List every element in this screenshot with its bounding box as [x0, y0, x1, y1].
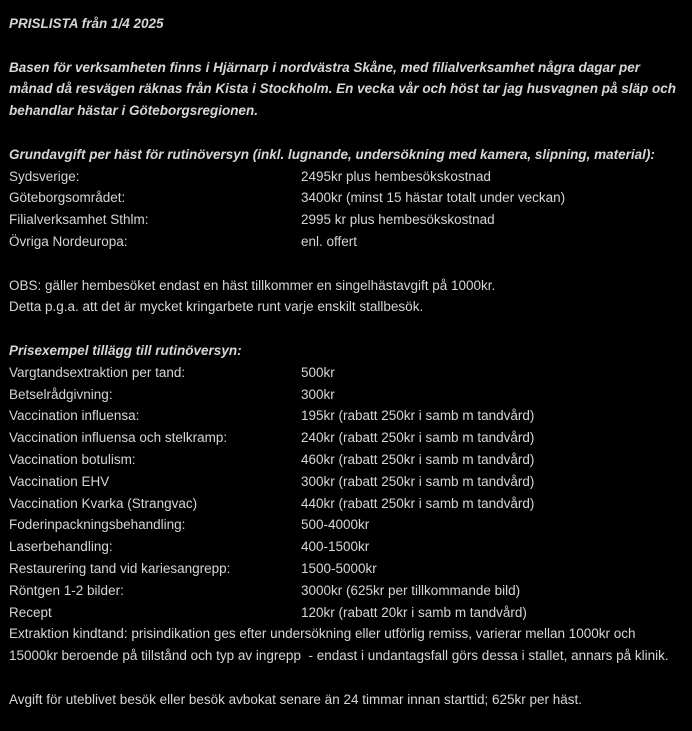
- price-row-value: enl. offert: [301, 233, 358, 249]
- price-row-label: Vargtandsextraktion per tand:: [9, 364, 186, 380]
- price-row-value: 440kr (rabatt 250kr i samb m tandvård): [301, 495, 535, 511]
- grundavgift-price-table: [9, 166, 682, 253]
- price-row-label: Recept: [9, 604, 52, 620]
- price-row-label: Göteborgsområdet:: [9, 190, 126, 206]
- price-row: [9, 558, 682, 580]
- price-row-value: 2495kr plus hembesökskostnad: [301, 168, 491, 184]
- price-row-value: 300kr (rabatt 250kr i samb m tandvård): [301, 473, 535, 489]
- price-row: [9, 493, 682, 515]
- price-row: [9, 471, 682, 493]
- obs-note-line-2: Detta p.g.a. att det är mycket kringarbete runt varje enskilt stallbesök.: [9, 299, 424, 315]
- price-row: [9, 187, 682, 209]
- price-row: [9, 166, 682, 188]
- section-heading-grundavgift: Grundavgift per häst för rutinöversyn (inkl. lugnande, undersökning med kamera, slipning, material):: [9, 146, 655, 162]
- blank-line: [9, 35, 682, 57]
- price-row: [9, 449, 682, 471]
- price-row-label: Vaccination EHV: [9, 473, 110, 489]
- prisexempel-price-table: [9, 362, 682, 624]
- price-row-label: Foderinpackningsbehandling:: [9, 517, 186, 533]
- price-row-value: 400-1500kr: [301, 539, 370, 555]
- price-row: [9, 536, 682, 558]
- price-row-label: Restaurering tand vid kariesangrepp:: [9, 560, 231, 576]
- intro-paragraph: Basen för verksamheten finns i Hjärnarp i nordvästra Skåne, med filialverksamhet några dagar per månad då resvägen räknas från Kista i Stockholm. En vecka vår och höst tar jag husvagnen på släp och behandlar hästar i Göteborgsregionen.: [9, 59, 680, 119]
- obs-note-line-1: OBS: gäller hembesöket endast en häst tillkommer en singelhästavgift på 1000kr.: [9, 277, 496, 293]
- blank-line: [9, 122, 682, 144]
- price-row-label: Vaccination botulism:: [9, 451, 136, 467]
- price-row: [9, 384, 682, 406]
- price-row-value: 300kr: [301, 386, 335, 402]
- price-row-value: 500-4000kr: [301, 517, 370, 533]
- price-row-label: Filialverksamhet Sthlm:: [9, 212, 149, 228]
- price-row-value: 500kr: [301, 364, 335, 380]
- blank-line: [9, 318, 682, 340]
- price-row-label: Sydsverige:: [9, 168, 80, 184]
- blank-line: [9, 667, 682, 689]
- price-row-value: 460kr (rabatt 250kr i samb m tandvård): [301, 451, 535, 467]
- price-row-value: 120kr (rabatt 20kr i samb m tandvård): [301, 604, 527, 620]
- price-row-value: 3000kr (625kr per tillkommande bild): [301, 582, 521, 598]
- price-row-value: 195kr (rabatt 250kr i samb m tandvård): [301, 408, 535, 424]
- price-row-label: Vaccination influensa och stelkramp:: [9, 430, 228, 446]
- price-row-label: Vaccination Kvarka (Strangvac): [9, 495, 198, 511]
- price-row-value: 240kr (rabatt 250kr i samb m tandvård): [301, 430, 535, 446]
- price-row: [9, 231, 682, 253]
- price-row: [9, 405, 682, 427]
- price-row: [9, 602, 682, 624]
- price-row: [9, 580, 682, 602]
- price-row-label: Laserbehandling:: [9, 539, 113, 555]
- cancellation-note: Avgift för uteblivet besök eller besök avbokat senare än 24 timmar innan starttid; 625kr per häst.: [9, 691, 583, 707]
- price-row-label: Betselrådgivning:: [9, 386, 113, 402]
- price-row-label: Röntgen 1-2 bilder:: [9, 582, 124, 598]
- price-row-label: Övriga Nordeuropa:: [9, 233, 128, 249]
- price-row-value: 3400kr (minst 15 hästar totalt under veckan): [301, 190, 566, 206]
- section-heading-prisexempel: Prisexempel tillägg till rutinöversyn:: [9, 342, 242, 358]
- price-row-label: Vaccination influensa:: [9, 408, 140, 424]
- price-row-value: 2995 kr plus hembesökskostnad: [301, 212, 495, 228]
- page-title: PRISLISTA från 1/4 2025: [9, 16, 164, 31]
- price-row: [9, 362, 682, 384]
- price-row-value: 1500-5000kr: [301, 560, 377, 576]
- price-row: [9, 514, 682, 536]
- extraktion-note: Extraktion kindtand: prisindikation ges efter undersökning eller utförlig remiss, varierar mellan 1000kr och 15000kr beroende på tillstånd och typ av ingrepp - endast i undantagsfall görs dessa i stallet, annars på klinik.: [9, 626, 669, 664]
- blank-line: [9, 253, 682, 275]
- price-row: [9, 427, 682, 449]
- price-row: [9, 209, 682, 231]
